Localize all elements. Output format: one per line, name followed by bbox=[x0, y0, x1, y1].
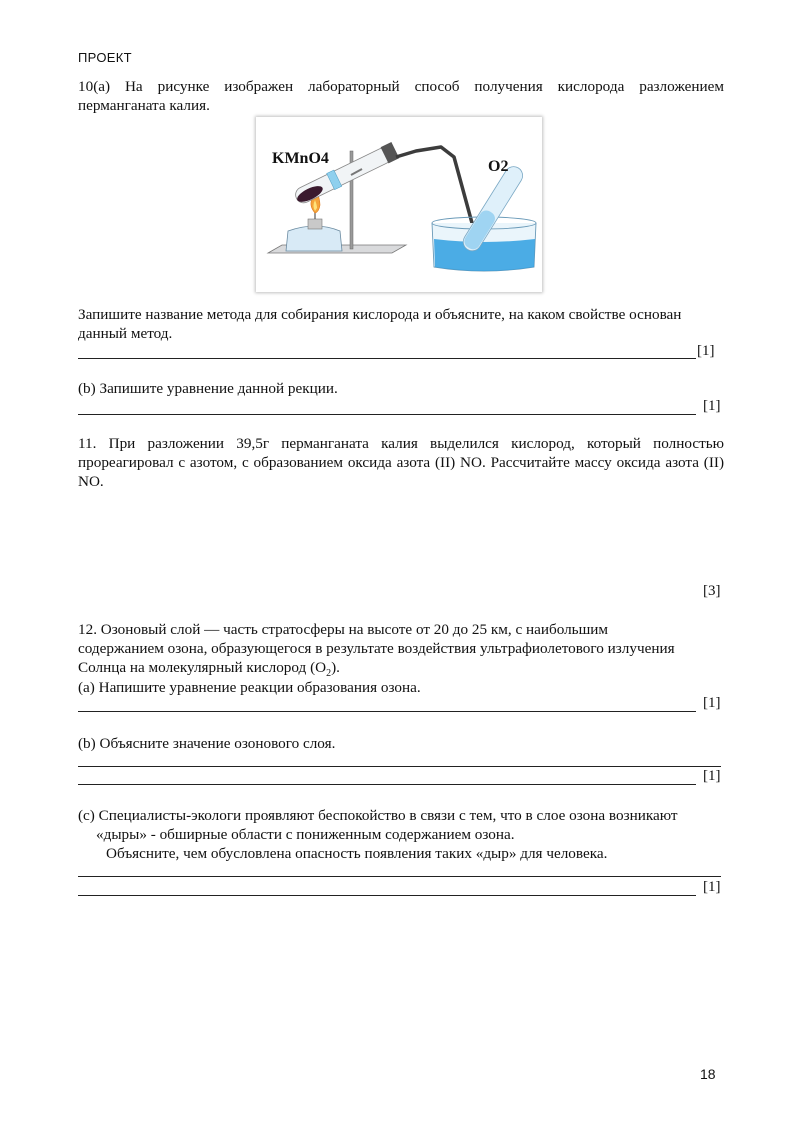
water bbox=[434, 239, 535, 271]
question-12c-line-1: (c) Специалисты-экологи проявляют беспокойство в связи с тем, что в слое озона возникают bbox=[78, 807, 678, 824]
project-header: ПРОЕКТ bbox=[78, 50, 132, 65]
question-10a-text: 10(а) На рисунке изображен лабораторный способ получения кислорода разложением перманганата калия. bbox=[78, 78, 724, 114]
page-number: 18 bbox=[700, 1066, 716, 1082]
question-11-text: 11. При разложении 39,5г перманганата калия выделился кислород, который полностью прореагировал с азотом, с образованием оксида азота (II) NO. Рассчитайте массу оксида азота (II) NO. bbox=[78, 435, 724, 490]
answer-line-12a[interactable] bbox=[78, 711, 696, 712]
intro-line-3-end: ). bbox=[331, 659, 340, 676]
apparatus-figure bbox=[256, 117, 542, 292]
mark-12b: [1] bbox=[703, 768, 721, 784]
answer-line-12b-2[interactable] bbox=[78, 784, 696, 785]
apparatus-diagram bbox=[256, 117, 542, 292]
mark-12c: [1] bbox=[703, 879, 721, 895]
question-12c-text bbox=[78, 806, 738, 863]
mark-11: [3] bbox=[703, 583, 721, 599]
question-10a-instruction: Запишите название метода для собирания кислорода и объясните, на каком свойстве основан данный метод. bbox=[78, 306, 682, 342]
answer-line-10a[interactable] bbox=[78, 358, 696, 359]
question-12b-text: (b) Объясните значение озонового слоя. bbox=[78, 735, 336, 752]
intro-line-3-text: Солнца на молекулярный кислород (O bbox=[78, 659, 327, 676]
question-12-intro-line-1: 12. Озоновый слой — часть стратосферы на высоте от 20 до 25 км, с наибольшим bbox=[78, 621, 609, 638]
mark-10b: [1] bbox=[703, 398, 721, 414]
question-12c-line-3: Объясните, чем обусловлена опасность появления таких «дыр» для человека. bbox=[106, 845, 608, 862]
mark-12a: [1] bbox=[703, 695, 721, 711]
answer-line-12c-2[interactable] bbox=[78, 895, 696, 896]
label-kmno4: KMnO4 bbox=[272, 150, 329, 167]
question-12-intro bbox=[78, 620, 738, 683]
answer-line-10b[interactable] bbox=[78, 414, 696, 415]
answer-line-12c-1[interactable] bbox=[78, 876, 721, 877]
label-o2: O2 bbox=[488, 158, 509, 175]
mark-10a: [1] bbox=[697, 343, 715, 359]
question-12a-text: (а) Напишите уравнение реакции образования озона. bbox=[78, 679, 421, 696]
question-12c-line-2: «дыры» - обширные области с пониженным содержанием озона. bbox=[96, 826, 515, 843]
burner-neck bbox=[308, 219, 322, 229]
burner-body bbox=[286, 226, 342, 251]
answer-line-12b-1[interactable] bbox=[78, 766, 721, 767]
question-10b-text: (b) Запишите уравнение данной рекции. bbox=[78, 380, 338, 397]
o2-subscript: 2 bbox=[326, 668, 332, 680]
question-12-intro-line-2: содержанием озона, образующегося в результате воздействия ультрафиолетового излучения bbox=[78, 640, 675, 657]
